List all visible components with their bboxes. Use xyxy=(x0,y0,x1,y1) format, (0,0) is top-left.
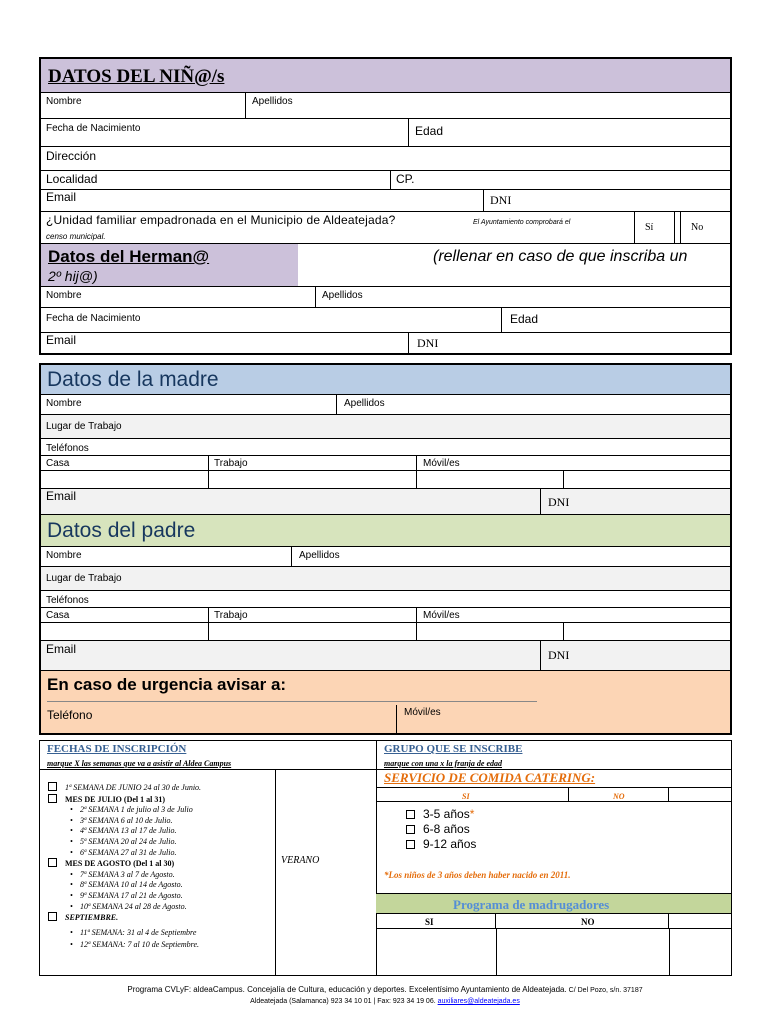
father-work-row xyxy=(41,567,730,591)
father-dni-field[interactable]: DNI xyxy=(548,648,570,662)
mother-email-row xyxy=(41,489,730,515)
sibling-age-field[interactable]: Edad xyxy=(510,312,539,326)
footer xyxy=(0,984,770,1007)
month-august[interactable]: MES DE AGOSTO (Del 1 al 30) xyxy=(48,858,272,870)
residency-row xyxy=(41,212,730,244)
sibling-name-row xyxy=(41,287,730,308)
emergency-mobile-field[interactable]: Móvil/es xyxy=(404,707,441,718)
list-item: • 4ª SEMANA 13 al 17 de Julio. xyxy=(70,826,272,837)
dates-title: FECHAS DE INSCRIPCIÓN xyxy=(47,743,187,755)
early-yes-cell[interactable] xyxy=(376,914,496,928)
father-workplace-field[interactable]: Lugar de Trabajo xyxy=(46,573,122,584)
footer-email-link[interactable]: auxiliares@aldeatejada.es xyxy=(437,998,520,1005)
father-phones-label: Teléfonos xyxy=(46,595,89,606)
child-section-title: DATOS DEL NIÑ@/s xyxy=(48,66,225,87)
child-age-field[interactable]: Edad xyxy=(415,124,444,138)
parents-section xyxy=(39,363,732,735)
mother-name-field[interactable]: Nombre xyxy=(46,398,82,409)
child-postcode-field[interactable]: CP. xyxy=(396,172,415,186)
mother-mobile-label: Móvil/es xyxy=(423,458,460,469)
catering-yes-cell[interactable] xyxy=(376,788,569,801)
mother-name-row xyxy=(41,395,730,415)
list-item: • 11ª SEMANA: 31 al 4 de Septiembre xyxy=(70,927,272,939)
emergency-section xyxy=(41,671,730,733)
father-header xyxy=(41,515,730,547)
child-address-field[interactable]: Dirección xyxy=(46,149,97,163)
month-august-checkbox[interactable] xyxy=(48,858,57,867)
enrollment-section xyxy=(39,740,732,976)
list-item: • 9ª SEMANA 17 al 21 de Agosto. xyxy=(70,891,272,902)
list-item: • 10ª SEMANA 24 al 28 de Agosto. xyxy=(70,902,272,913)
child-section xyxy=(39,57,732,355)
mother-phones-label: Teléfonos xyxy=(46,443,89,454)
child-birthdate-field[interactable]: Fecha de Nacimiento xyxy=(46,123,141,134)
sibling-subtitle-b: 2º hij@) xyxy=(48,268,98,284)
father-name-field[interactable]: Nombre xyxy=(46,550,82,561)
sibling-birth-row xyxy=(41,308,730,333)
father-home-phone-label: Casa xyxy=(46,610,70,621)
child-address-row xyxy=(41,147,730,171)
early-program-table xyxy=(376,914,731,929)
sibling-dni-field[interactable]: DNI xyxy=(417,336,439,350)
age-3-5-checkbox[interactable] xyxy=(406,810,415,819)
footer-line-2: Aldeatejada (Salamanca) 923 34 10 01 | Fax: 923 34 19 06. auxiliares@aldeatejada.es xyxy=(250,998,520,1005)
residency-no-checkbox[interactable]: No xyxy=(691,222,704,233)
residency-question: ¿Unidad familiar empadronada en el Municipio de Aldeatejada? xyxy=(46,213,396,227)
august-weeks xyxy=(48,870,272,912)
mother-home-phone-field[interactable] xyxy=(41,471,209,488)
child-email-row xyxy=(41,190,730,212)
list-item: • 6ª SEMANA 27 al 31 de Julio. xyxy=(70,848,272,859)
child-name-row xyxy=(41,93,730,119)
father-phones-label-row xyxy=(41,591,730,607)
mother-workplace-field[interactable]: Lugar de Trabajo xyxy=(46,421,122,432)
mother-header xyxy=(41,365,730,395)
early-program-header xyxy=(376,893,731,914)
early-no-label: NO xyxy=(581,917,595,927)
child-section-header xyxy=(41,59,730,93)
father-work-phone-label: Trabajo xyxy=(214,610,248,621)
sibling-subtitle-a: (rellenar en caso de que inscriba un xyxy=(433,248,688,265)
residency-note-a: El Ayuntamiento comprobará el xyxy=(473,219,571,226)
summer-label: VERANO xyxy=(281,855,320,866)
week-june[interactable]: 1ª SEMANA DE JUNIO 24 al 30 de Junio. xyxy=(48,782,272,794)
child-surname-field[interactable]: Apellidos xyxy=(252,96,293,107)
sibling-title: Datos del Herman@ xyxy=(48,247,210,266)
mother-phones-values xyxy=(41,471,730,489)
list-item: • 2ª SEMANA 1 de julio al 3 de Julio xyxy=(70,805,272,816)
catering-table xyxy=(376,787,731,802)
mother-email-field[interactable]: Email xyxy=(46,489,77,503)
mother-phones-heads xyxy=(41,455,730,471)
mother-phones-label-row xyxy=(41,439,730,455)
father-mobile-label: Móvil/es xyxy=(423,610,460,621)
month-july[interactable]: MES DE JULIO (Del 1 al 31) xyxy=(48,794,272,806)
dates-subtitle: marque X las semanas que va a asistir al Aldea Campus xyxy=(47,759,232,768)
footer-line-1: Programa CVLyF: aldeaCampus. Concejalía de Cultura, educación y deportes. Excelentísimo Ayuntamiento de Aldeatejada. C/ Del Pozo, s/n. 37187 xyxy=(127,985,643,994)
list-item: • 8ª SEMANA 10 al 14 de Agosto. xyxy=(70,880,272,891)
sibling-birthdate-field[interactable]: Fecha de Nacimiento xyxy=(46,313,141,324)
sibling-surname-field[interactable]: Apellidos xyxy=(322,290,363,301)
month-september-checkbox[interactable] xyxy=(48,912,57,921)
catering-yes-label: SI xyxy=(462,792,470,801)
mother-surname-field[interactable]: Apellidos xyxy=(344,398,385,409)
early-yes-label: SI xyxy=(425,917,434,927)
list-item: • 7ª SEMANA 3 al 7 de Agosto. xyxy=(70,870,272,881)
age-group-3-5[interactable]: 3-5 años* xyxy=(406,807,476,822)
catering-no-label: NO xyxy=(613,792,625,801)
father-home-phone-field[interactable] xyxy=(41,623,209,640)
residency-yes-checkbox[interactable]: Sí xyxy=(645,222,654,233)
week-june-checkbox[interactable] xyxy=(48,782,57,791)
father-name-row xyxy=(41,547,730,567)
month-july-checkbox[interactable] xyxy=(48,794,57,803)
age-6-8-checkbox[interactable] xyxy=(406,825,415,834)
mother-title: Datos de la madre xyxy=(47,368,219,391)
sibling-email-row xyxy=(41,333,730,353)
catering-title: SERVICIO DE COMIDA CATERING: xyxy=(384,770,596,785)
mother-dni-field[interactable]: DNI xyxy=(548,495,570,509)
father-mobile-field[interactable] xyxy=(417,623,564,640)
father-phones-values xyxy=(41,623,730,641)
age-group-9-12[interactable]: 9-12 años xyxy=(406,837,476,852)
father-email-field[interactable]: Email xyxy=(46,642,77,656)
age-group-list xyxy=(406,807,476,852)
child-name-field[interactable]: Nombre xyxy=(46,96,82,107)
child-birth-row xyxy=(41,119,730,147)
september-weeks xyxy=(48,927,272,951)
group-subtitle: marque con una x la franja de edad xyxy=(384,759,503,768)
age-note: *Los niños de 3 años deben haber nacido en 2011. xyxy=(384,870,571,880)
mother-home-phone-label: Casa xyxy=(46,458,70,469)
mother-work-phone-label: Trabajo xyxy=(214,458,248,469)
child-dni-field[interactable]: DNI xyxy=(490,193,512,207)
early-program-title: Programa de madrugadores xyxy=(453,897,610,912)
dates-list xyxy=(48,782,272,951)
july-weeks xyxy=(48,805,272,858)
list-item: • 5ª SEMANA 20 al 24 de Julio. xyxy=(70,837,272,848)
emergency-phone-field[interactable]: Teléfono xyxy=(47,708,93,722)
father-phones-heads xyxy=(41,607,730,623)
child-town-field[interactable]: Localidad xyxy=(46,172,98,186)
list-item: • 12ª SEMANA: 7 al 10 de Septiembre. xyxy=(70,939,272,951)
age-group-6-8[interactable]: 6-8 años xyxy=(406,822,476,837)
child-town-row xyxy=(41,171,730,190)
residency-note-b: censo municipal. xyxy=(46,232,106,241)
mother-work-row xyxy=(41,415,730,439)
emergency-title: En caso de urgencia avisar a: xyxy=(47,675,287,694)
month-september[interactable]: SEPTIEMBRE. xyxy=(48,912,272,924)
mother-mobile-field[interactable] xyxy=(417,471,564,488)
mother-work-phone-field[interactable] xyxy=(209,471,417,488)
age-9-12-checkbox[interactable] xyxy=(406,840,415,849)
father-work-phone-field[interactable] xyxy=(209,623,417,640)
group-title: GRUPO QUE SE INSCRIBE xyxy=(384,743,523,755)
sibling-email-field[interactable]: Email xyxy=(46,333,77,347)
list-item: • 3ª SEMANA 6 al 10 de Julio. xyxy=(70,816,272,827)
child-email-field[interactable]: Email xyxy=(46,190,77,204)
father-title: Datos del padre xyxy=(47,519,196,542)
sibling-name-field[interactable]: Nombre xyxy=(46,290,82,301)
father-email-row xyxy=(41,641,730,671)
father-surname-field[interactable]: Apellidos xyxy=(299,550,340,561)
